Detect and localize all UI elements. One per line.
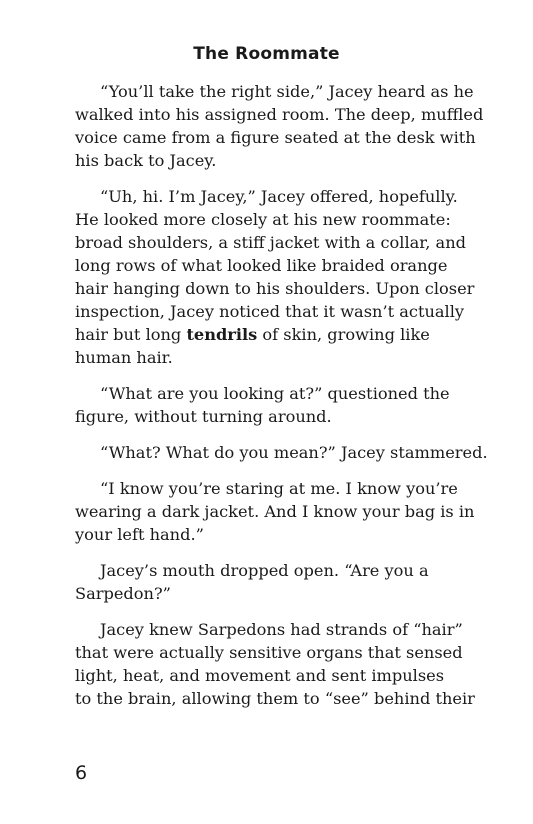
text-line: wearing a dark jacket. And I know your bag is in [75,502,475,521]
paragraph-7 [75,618,475,710]
bold-term-tendrils: tendrils [186,325,258,344]
text-line: Sarpedon?” [75,584,171,603]
text-line: “What? What do you mean?” Jacey stammered. [100,443,488,462]
paragraph-4 [75,441,488,464]
paragraph-1 [75,80,484,172]
paragraph-5 [75,477,475,546]
text-line: light, heat, and movement and sent impulses [75,666,445,685]
text-line: that were actually sensitive organs that sensed [75,643,463,662]
text-line: hair hanging down to his shoulders. Upon closer [75,279,475,298]
text-line: figure, without turning around. [75,407,332,426]
text-line-with-bold [75,323,475,346]
paragraph-2 [75,185,475,369]
text-line: walked into his assigned room. The deep, muffled [75,105,484,124]
text-line: “What are you looking at?” questioned the [100,384,450,403]
text-line: long rows of what looked like braided orange [75,256,448,275]
body-text [75,80,488,723]
text-line: voice came from a figure seated at the desk with [75,128,476,147]
text-segment: of skin, growing like [257,325,430,344]
page-number: 6 [75,762,88,784]
text-line: “Uh, hi. I’m Jacey,” Jacey offered, hopefully. [100,187,458,206]
text-line: Jacey knew Sarpedons had strands of “hair” [100,620,463,639]
text-line: “I know you’re staring at me. I know you’re [100,479,458,498]
text-line: to the brain, allowing them to “see” behind their [75,689,475,708]
paragraph-3 [75,382,475,428]
text-line: “You’ll take the right side,” Jacey heard as he [100,82,474,101]
text-line: Jacey’s mouth dropped open. “Are you a [100,561,429,580]
text-line: his back to Jacey. [75,151,217,170]
text-line: your left hand.” [75,525,204,544]
paragraph-6 [75,559,475,605]
text-line: human hair. [75,348,173,367]
text-line: broad shoulders, a stiff jacket with a collar, and [75,233,466,252]
text-segment: hair but long [75,325,187,344]
chapter-title: The Roommate [193,44,340,64]
text-line: He looked more closely at his new roommate: [75,210,451,229]
text-line: inspection, Jacey noticed that it wasn’t actually [75,302,465,321]
